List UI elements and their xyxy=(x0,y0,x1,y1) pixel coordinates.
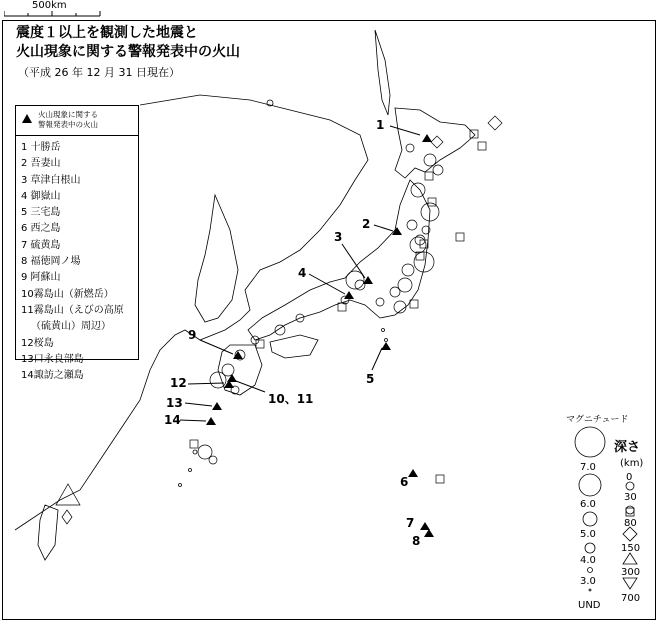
und-label: UND xyxy=(578,600,601,611)
volcano-triangle-icon xyxy=(22,114,32,124)
list-item: 12桜島 xyxy=(21,337,54,349)
korea-coast xyxy=(195,195,238,322)
volcano-legend xyxy=(15,105,139,382)
depth-value: 80 xyxy=(624,518,637,529)
volcano-label-12: 12 xyxy=(170,376,187,390)
volcano-label-6: 6 xyxy=(400,475,409,489)
list-item: 13口永良部島 xyxy=(21,353,84,365)
list-item: 2 吾妻山 xyxy=(21,158,61,170)
sakhalin-coast xyxy=(375,30,390,115)
magnitude-value: 3.0 xyxy=(580,576,596,587)
depth-value: 150 xyxy=(621,543,641,554)
volcano-label-5: 5 xyxy=(366,372,375,386)
depth-legend-title: 深さ xyxy=(614,440,641,455)
legend-symbol-text-2: 警報発表中の火山 xyxy=(38,120,98,129)
list-item: 7 硫黄島 xyxy=(21,239,61,251)
volcano-label-13: 13 xyxy=(166,396,183,410)
volcano-label-10-11: 10、11 xyxy=(268,392,314,406)
list-item: 3 草津白根山 xyxy=(21,174,81,186)
list-item: 10霧島山（新燃岳） xyxy=(21,288,114,300)
list-item: 4 御嶽山 xyxy=(21,190,61,202)
scale-label: 500km xyxy=(32,0,67,11)
volcano-label-7: 7 xyxy=(406,516,415,530)
volcano-label-2: 2 xyxy=(362,217,371,231)
magnitude-value: 6.0 xyxy=(580,499,596,510)
depth-value: 300 xyxy=(621,567,641,578)
magnitude-legend-title: マグニチュード xyxy=(566,415,629,425)
honshu-coast xyxy=(248,180,430,340)
map-title xyxy=(16,24,240,62)
volcano-list xyxy=(16,140,138,384)
volcano-label-1: 1 xyxy=(376,118,385,132)
hokkaido-coast xyxy=(395,108,475,178)
list-item: （硫黄山）周辺） xyxy=(31,321,111,333)
list-item: 9 阿蘇山 xyxy=(21,272,61,284)
list-item: 11霧島山（えびの高原 xyxy=(21,304,124,316)
volcano-label-8: 8 xyxy=(412,534,421,548)
title-line-2: 火山現象に関する警報発表中の火山 xyxy=(16,44,240,60)
volcano-label-9: 9 xyxy=(188,328,197,342)
list-item: 5 三宅島 xyxy=(21,207,61,219)
volcano-label-3: 3 xyxy=(334,230,343,244)
magnitude-value: 7.0 xyxy=(580,462,596,473)
date-note: （平成 26 年 12 月 31 日現在） xyxy=(18,66,180,79)
list-item: 1 十勝岳 xyxy=(21,142,61,153)
list-item: 14諏訪之瀬島 xyxy=(21,370,84,382)
depth-value: 700 xyxy=(621,593,641,604)
list-item: 6 西之島 xyxy=(21,223,61,235)
depth-value: 0 xyxy=(626,472,633,483)
magnitude-value: 5.0 xyxy=(580,529,596,540)
shikoku-coast xyxy=(270,335,318,358)
list-item: 8 福徳岡ノ場 xyxy=(21,256,81,268)
volcano-label-14: 14 xyxy=(164,413,181,427)
magnitude-value: 4.0 xyxy=(580,555,596,566)
taiwan-coast xyxy=(38,505,58,560)
volcano-label-4: 4 xyxy=(298,266,307,280)
depth-unit: (km) xyxy=(620,458,644,469)
title-line-1: 震度１以上を観測した地震と xyxy=(16,25,198,41)
legend-symbol-text-1: 火山現象に関する xyxy=(38,110,98,119)
depth-value: 30 xyxy=(624,492,637,503)
legend-header xyxy=(16,106,138,136)
